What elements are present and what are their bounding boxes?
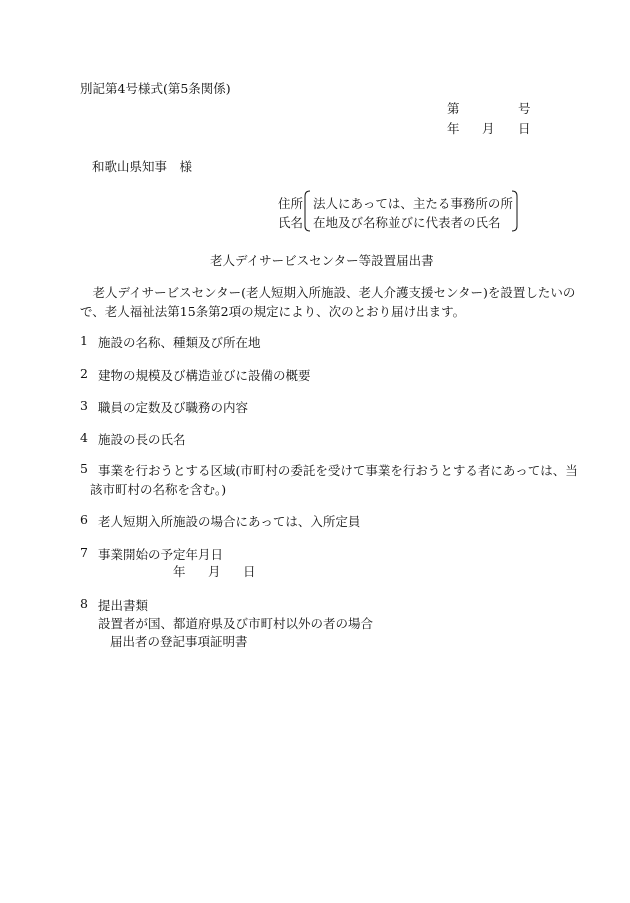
item-number: 6: [80, 512, 88, 527]
item-text: 事業を行おうとする区域(市町村の委託を受けて事業を行おうとする者にあっては、当: [98, 463, 578, 478]
submission-document: 届出者の登記事項証明書: [110, 634, 248, 649]
intro-line1: 老人デイサービスセンター(老人短期入所施設、老人介護支援センター)を設置したいの: [80, 285, 576, 300]
item-text: 老人短期入所施設の場合にあっては、入所定員: [98, 514, 361, 529]
item-number: 1: [80, 333, 88, 348]
document-title: 老人デイサービスセンター等設置届出書: [210, 253, 434, 268]
item-text: 建物の規模及び構造並びに設備の概要: [98, 368, 311, 383]
item-text: 施設の長の氏名: [98, 432, 186, 447]
start-date-year: 年: [173, 564, 186, 579]
left-bracket: [302, 190, 312, 232]
address-label: 住所: [278, 196, 304, 211]
addressee: 和歌山県知事 様: [92, 159, 193, 174]
date-month: 月: [482, 121, 495, 136]
item-number: 3: [80, 398, 88, 413]
item-text: 施設の名称、種類及び所在地: [98, 335, 261, 350]
name-label: 氏名: [278, 215, 304, 230]
date-day: 日: [518, 121, 531, 136]
date-year: 年: [447, 121, 460, 136]
form-label: 別記第4号様式(第5条関係): [80, 81, 231, 96]
item-text: 職員の定数及び職務の内容: [98, 400, 249, 415]
item-number: 8: [80, 596, 88, 611]
applicant-note-line2: 在地及び名称並びに代表者の氏名: [313, 215, 501, 230]
number-suffix: 号: [518, 101, 531, 116]
item-number: 7: [80, 545, 88, 560]
item-continuation: 該市町村の名称を含む。): [90, 482, 227, 497]
intro-line2: で、老人福祉法第15条第2項の規定により、次のとおり届け出ます。: [80, 304, 466, 319]
start-date-day: 日: [243, 564, 256, 579]
applicant-note-line1: 法人にあっては、主たる事務所の所: [313, 196, 513, 211]
item-number: 5: [80, 461, 88, 476]
submission-condition: 設置者が国、都道府県及び市町村以外の者の場合: [98, 616, 374, 631]
item-text: 事業開始の予定年月日: [98, 547, 224, 562]
item-number: 2: [80, 366, 88, 381]
item-text: 提出書類: [98, 598, 149, 613]
right-bracket: [510, 190, 520, 232]
number-prefix: 第: [447, 101, 460, 116]
start-date-month: 月: [208, 564, 221, 579]
item-number: 4: [80, 430, 88, 445]
